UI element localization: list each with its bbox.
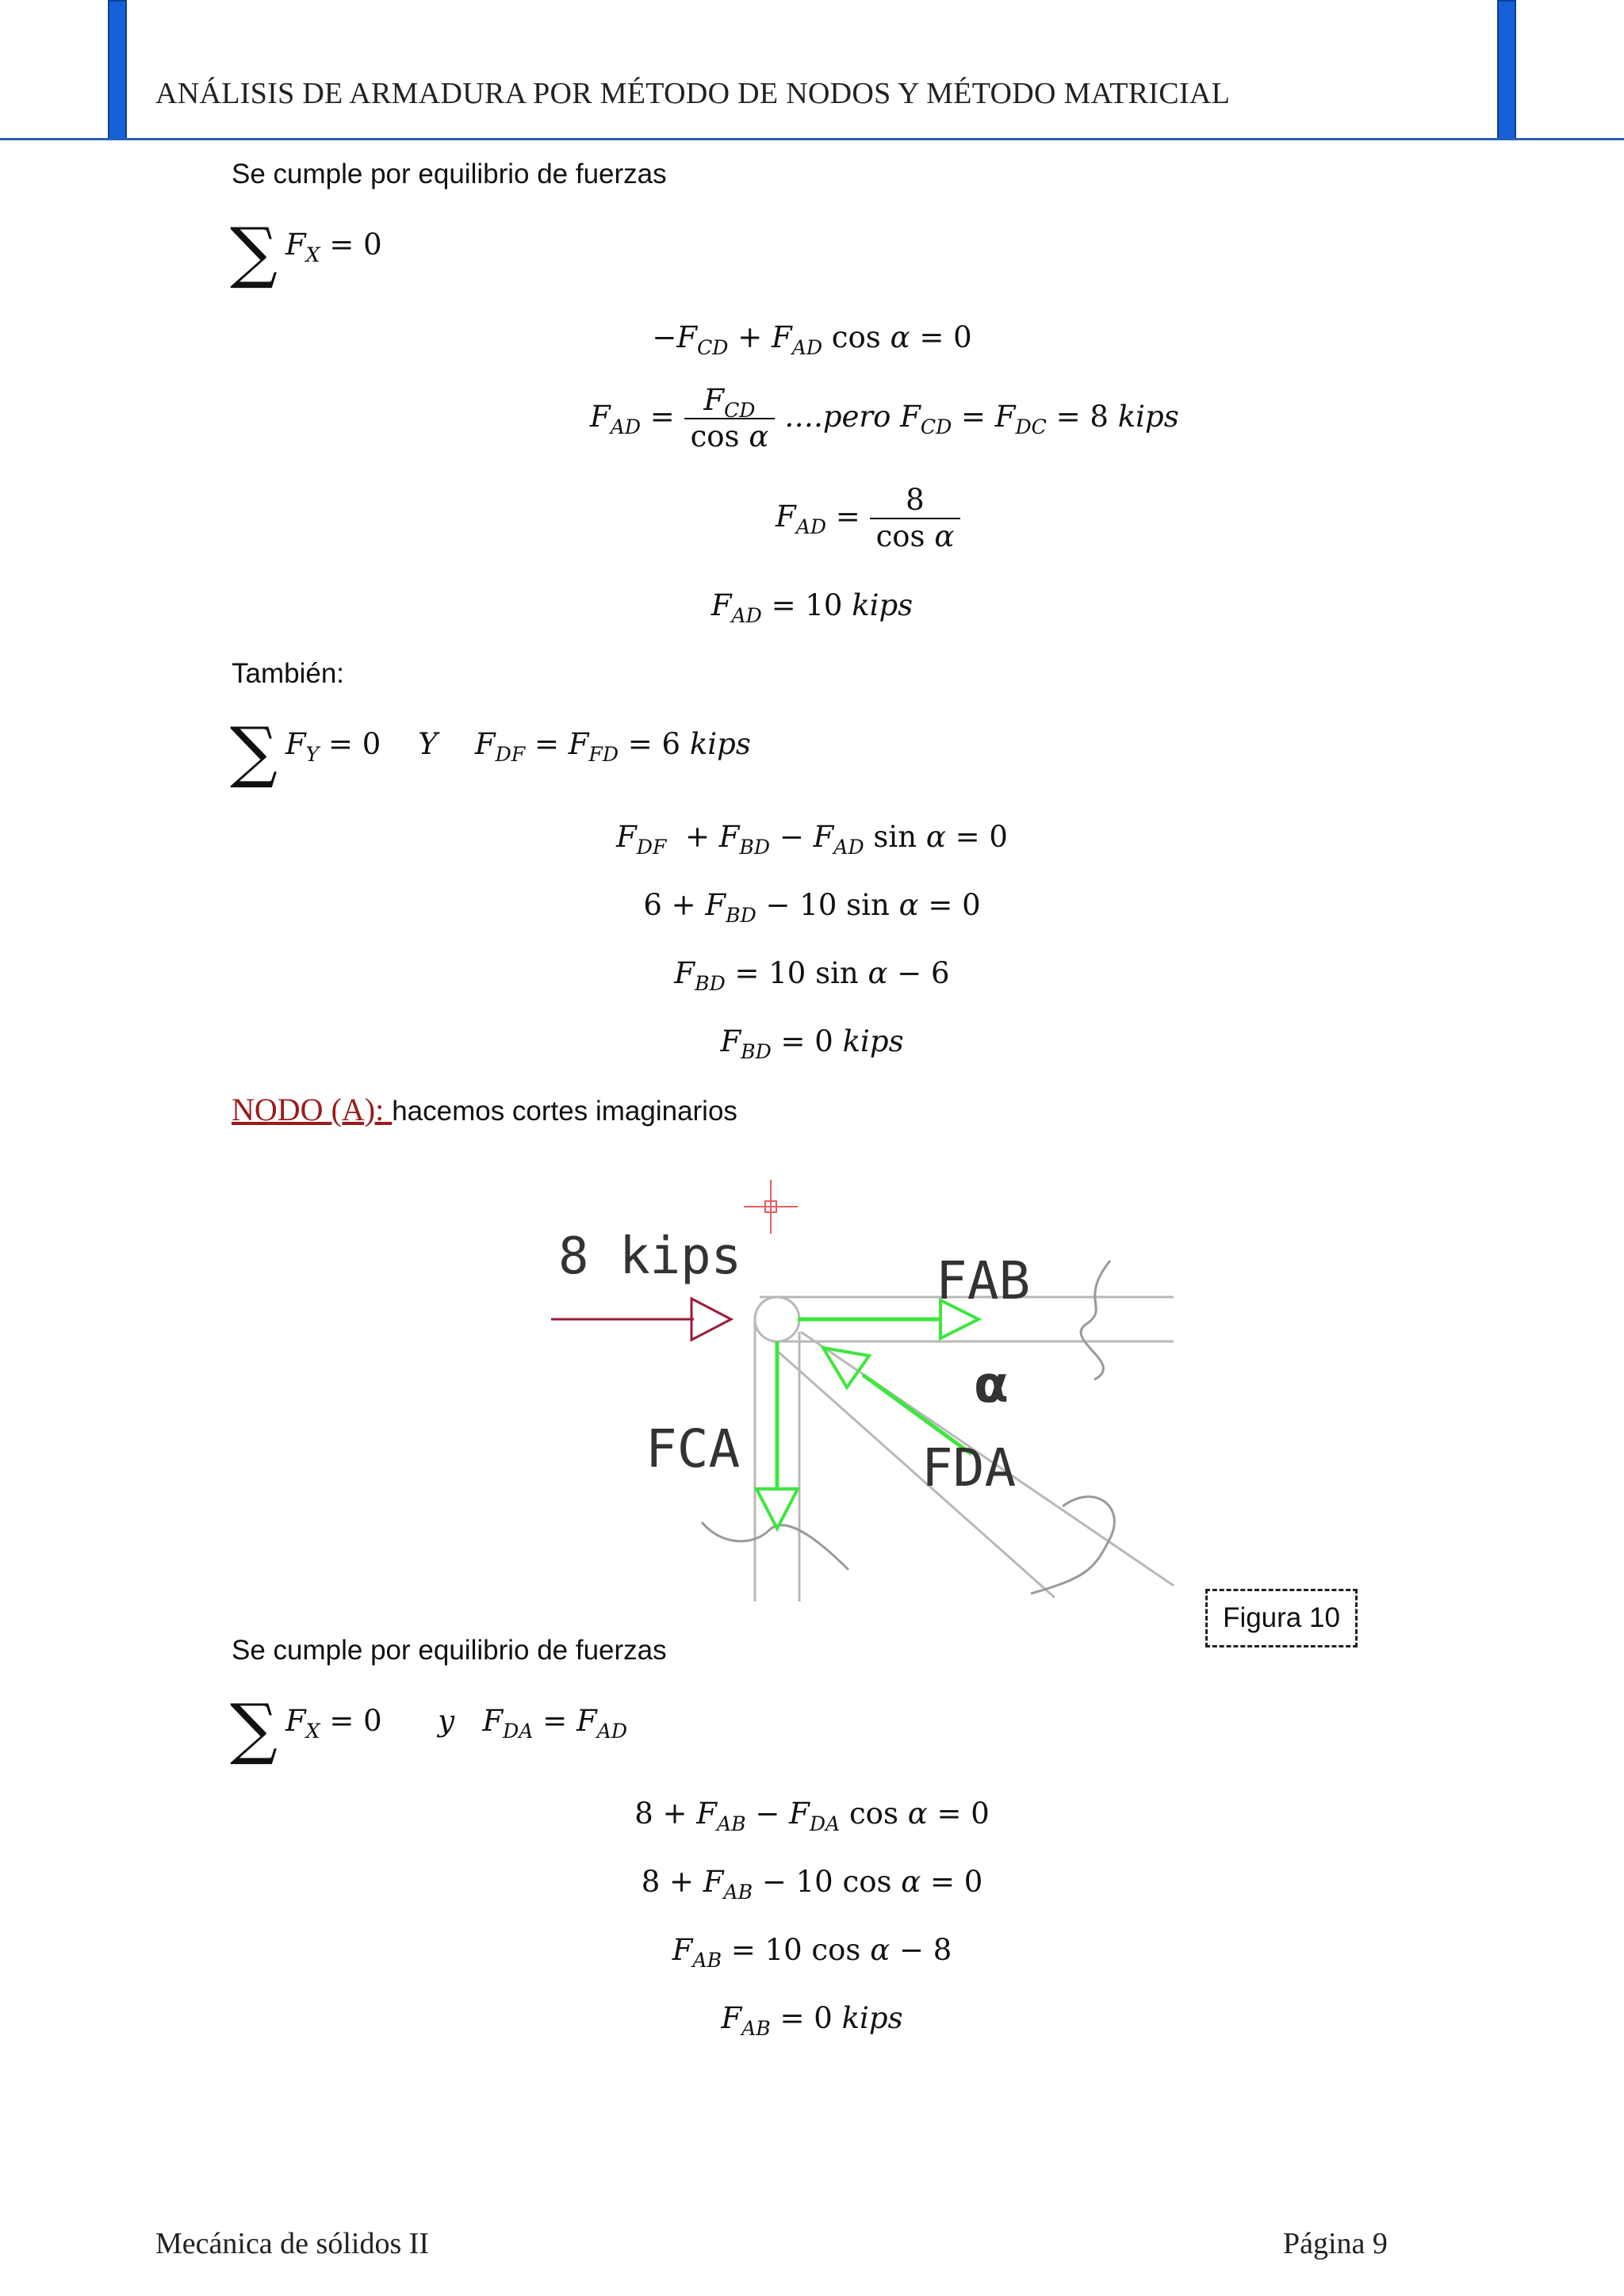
sigma-symbol: ∑ [230, 213, 278, 291]
eq-fbd-10sin-6: $F_{BD} = 10$ sin α − 6 [674, 956, 950, 995]
eq-fab-0-kips: $F_{AB} = 0$ kips [721, 2001, 903, 2040]
eq-6-fbd-10sin: $6 + F_{BD} - 10$ sin α = 0 [643, 888, 981, 927]
section1-intro: Se cumple por equilibrio de fuerzas [232, 159, 667, 189]
footer-course: Mecánica de sólidos II [155, 2227, 430, 2260]
sum-fx-da-expr: $F_X = 0$ y $F_{DA} = F_{AD}$ [285, 1704, 628, 1743]
sigma-symbol: ∑ [230, 1689, 278, 1767]
eq-fab-10cos-8: $F_{AB} = 10$ cos α − 8 [672, 1933, 952, 1972]
section2-sum-fy [230, 713, 751, 790]
fab-label: FAB [936, 1250, 1031, 1311]
nodo-a-heading [232, 1091, 737, 1128]
eq-fad-8-over-cos: $F_{AD}$ = $\frac{8}{\text{cos α}}$ [776, 484, 960, 554]
cut-break-marks [702, 1261, 1114, 1594]
tambien-label: También: [232, 658, 345, 689]
figure-caption: Figura 10 [1223, 1602, 1340, 1633]
header-left-bar [108, 0, 127, 140]
header-title: ANÁLISIS DE ARMADURA POR MÉTODO DE NODOS Y MÉTODO MATRICIAL [155, 77, 1231, 110]
node-a-free-body-diagram [539, 1165, 1189, 1609]
footer-page-number: Página 9 [1283, 2227, 1388, 2260]
eq-fad-fraction: $F_{AD}$ = $\frac{F_{CD}}{\text{cos α}}$ ….pero $F_{CD} = F_{DC} = 8$ kips [590, 383, 1179, 453]
sum-fx-expr: $F_X = 0$ [285, 228, 382, 266]
eq-8-fab-fda: $8 + F_{AB} - F_{DA}$ cos α = 0 [634, 1797, 990, 1835]
load-label: 8 kips [558, 1227, 742, 1286]
eq-8-fab-10cos: $8 + F_{AB} - 10$ cos α = 0 [641, 1865, 983, 1904]
nodo-a-text: hacemos cortes imaginarios [392, 1096, 737, 1127]
nodo-a-link: NODO (A): [232, 1092, 385, 1127]
eq-fdf-fbd-fad: $F_{DF} + F_{BD} - F_{AD}$ sin α = 0 [616, 820, 1008, 859]
header-rule [0, 138, 1624, 140]
section3-sum-fx [230, 1689, 628, 1767]
sum-fy-expr: $F_Y = 0$ Y $F_{DF} = F_{FD} = 6$ kips [285, 727, 751, 766]
crosshair-marker [744, 1180, 798, 1234]
fraction-fcd-cos: $\frac{F_{CD}}{\text{cos α}}$ [684, 384, 776, 454]
header-right-bar [1497, 0, 1516, 140]
fca-label: FCA [645, 1418, 741, 1479]
eq-fcd-fad-cos: $-F_{CD} + F_{AD}$ cos α = 0 [652, 320, 972, 359]
fraction-8-cos: $\frac{8}{\text{cos α}}$ [870, 484, 961, 554]
section3-intro: Se cumple por equilibrio de fuerzas [232, 1635, 667, 1666]
fda-label: FDA [921, 1437, 1017, 1498]
sigma-symbol: ∑ [230, 713, 278, 790]
section1-sum-fx [230, 213, 382, 291]
figure-caption-box [1205, 1589, 1358, 1647]
load-arrow [551, 1299, 731, 1340]
fca-arrow [756, 1341, 798, 1529]
eq-fad-10-kips: $F_{AD} = 10$ kips [710, 588, 914, 627]
alpha-symbol: α [974, 1356, 1009, 1414]
eq-fbd-0-kips: $F_{BD} = 0$ kips [720, 1024, 904, 1063]
